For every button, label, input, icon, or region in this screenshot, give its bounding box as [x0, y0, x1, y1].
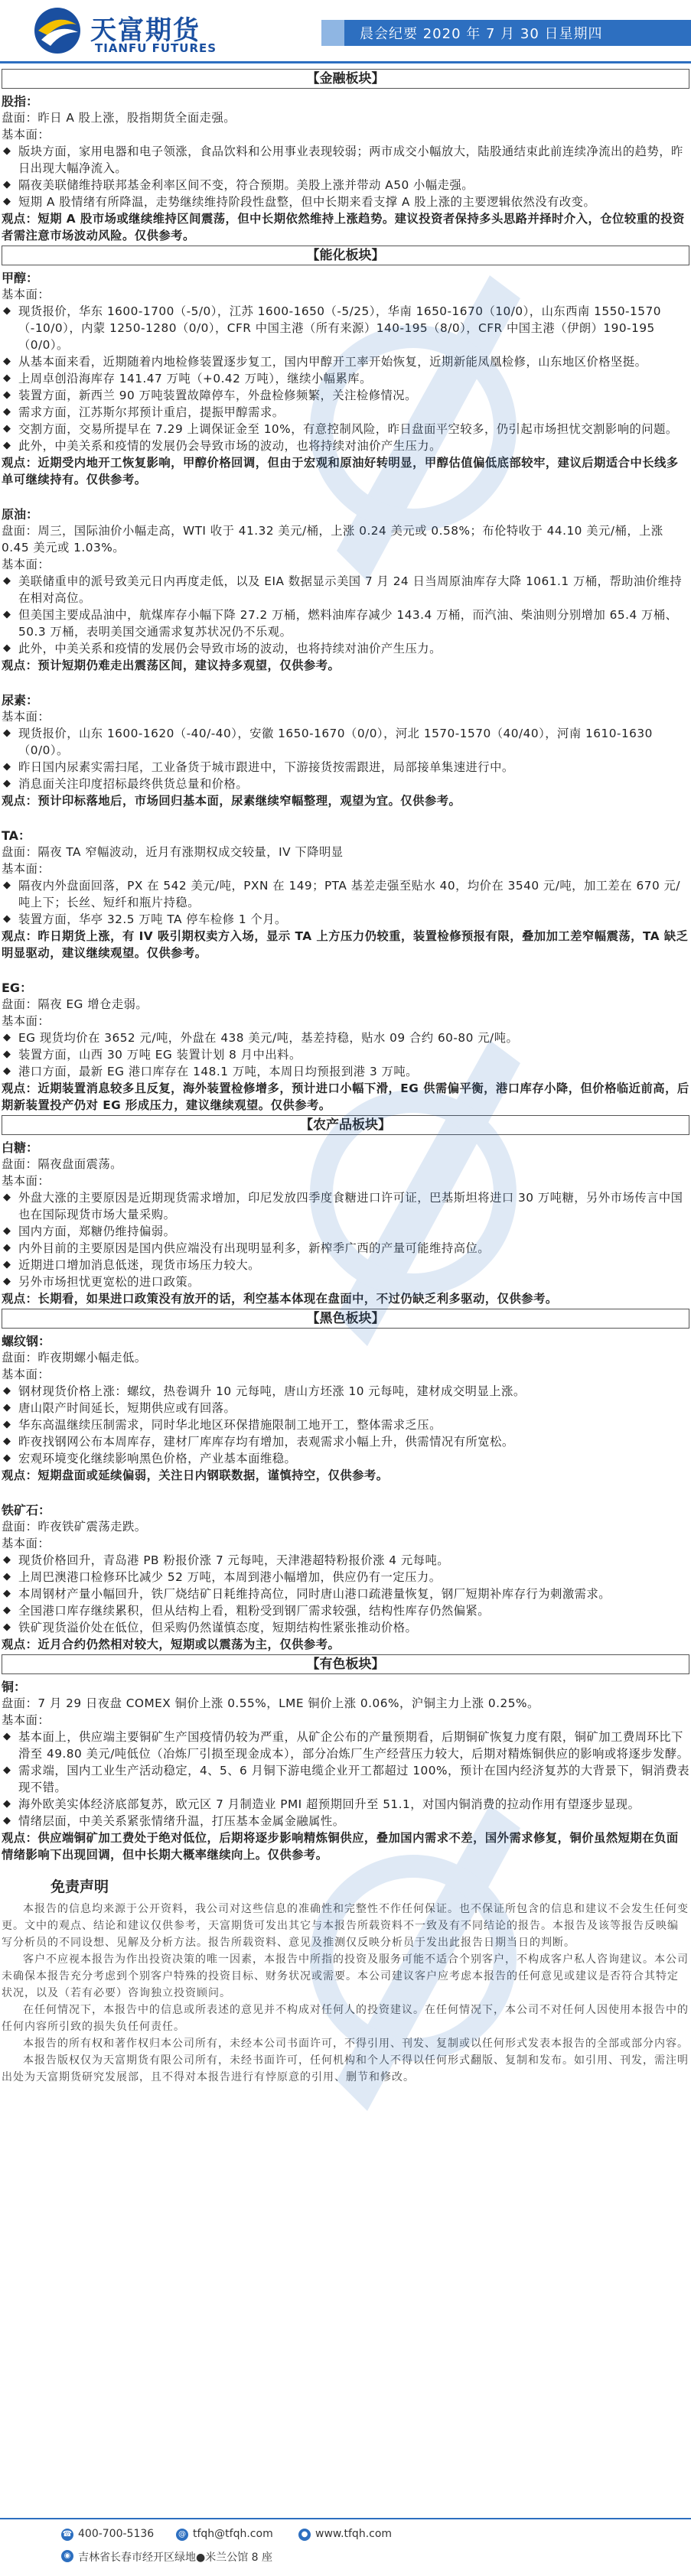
eg-market: 盘面：隔夜 EG 增仓走弱。 — [2, 997, 148, 1011]
list-item: ◆ 现货报价，华东 1600-1700（-5/0），江苏 1600-1650（-5/25），华南 1650-1670（10/0），山东西南 1550-1570（-10/0），内蒙 1250-1280（0/0），CFR 中国主港（所有来源）140-195（8/0），CFR 中国主港（伊朗）190-195（0/0）。 — [2, 303, 689, 353]
list-item: ◆ 装置方面，新西兰 90 万吨装置故障停车，外盘检修频繁，关注检修情况。 — [2, 387, 689, 404]
ore-view: 观点：近月合约仍然相对较大，短期或以震荡为主，仅供参考。 — [2, 1638, 341, 1651]
tianfu-logo-icon — [31, 6, 84, 55]
disclaimer-paragraph: 本报告版权仅为天富期货有限公司所有，未经书面许可，任何机构和个人不得以任何形式翻版、复制和发布。如引用、刊发，需注明出处为天富期货研究发展部，且不得对本报告进行有悖原意的引用、删节和修改。 — [2, 2054, 689, 2083]
ta-heading: TA： — [2, 828, 31, 843]
eg-view: 观点：近期装置消息较多且反复，海外装置检修增多，预计进口小幅下滑，EG 供需偏平衡，港口库存小降，但价格临近前高，后期新装置投产仍对 EG 形成压力，建议继续观望。仅供参考。 — [2, 1081, 689, 1112]
footer-address: 吉林省长春市经开区绿地●米兰公馆 8 座 — [78, 2552, 273, 2564]
list-item: ◆ 华东高温继续压制需求，同时华北地区环保措施限制工地开工，整体需求乏压。 — [2, 1416, 689, 1433]
crude-fundamentals-label: 基本面： — [2, 558, 51, 571]
report-title: 晨会纪要 2020 年 7 月 30 日星期四 — [360, 26, 603, 42]
list-item: ◆ 装置方面，山西 30 万吨 EG 装置计划 8 月中出料。 — [2, 1046, 689, 1063]
footer-website[interactable]: www.tfqh.com — [315, 2528, 393, 2540]
crude-view: 观点：预计短期仍难走出震荡区间，建议持多观望，仅供参考。 — [2, 659, 341, 672]
crude-market: 盘面：周三，国际油价小幅走高，WTI 收于 41.32 美元/桶，上涨 0.24 美元或 0.58%；布伦特收于 44.10 美元/桶，上涨 0.45 美元或 1.03%。 — [2, 524, 663, 555]
methanol-view: 观点：近期受内地开工恢复影响，甲醇价格回调，但由于宏观和原油好转明显，甲醇估值偏低底部较牢，建议后期适合中长线多单可继续持有。仅供参考。 — [2, 456, 679, 486]
index-view: 观点：短期 A 股市场或继续维持区间震荡，但中长期依然维持上涨趋势。建议投资者保持多头思路并择时介入，仓位较重的投资者需注意市场波动风险。仅供参考。 — [2, 212, 685, 242]
urea-heading: 尿素： — [2, 693, 39, 707]
list-item: ◆ 交割方面，交易所提早在 7.29 上调保证金至 10%，有意控制风险，昨日盘面平空较多，仍引起市场担忧交割影响的问题。 — [2, 421, 689, 437]
list-item: ◆ 需求方面，江苏斯尔邦预计重启，提振甲醇需求。 — [2, 404, 689, 421]
section-black-title: 【黑色板块】 — [2, 1309, 689, 1329]
copper-view: 观点：供应端铜矿加工费处于绝对低位，后期将逐步影响精炼铜供应，叠加国内需求不差，国外需求修复，铜价虽然短期在负面情绪影响下出现回调，但中长期大概率继续向上。仅供参考。 — [2, 1831, 679, 1862]
list-item: ◆ 美联储重申的派号致美元日内再度走低，以及 EIA 数据显示美国 7 月 24 日当周原油库存大降 1061.1 万桶，帮助油价维持在相对高位。 — [2, 573, 689, 607]
list-item: ◆ 钢材现货价格上涨：螺纹，热卷调升 10 元每吨，唐山方坯涨 10 元每吨，建材成交明显上涨。 — [2, 1383, 689, 1400]
rebar-market: 盘面：昨夜期螺小幅走低。 — [2, 1351, 147, 1364]
list-item: ◆ 消息面关注印度招标最终供货总量和价格。 — [2, 776, 689, 792]
footer-email[interactable]: tfqh@tfqh.com — [193, 2528, 273, 2540]
list-item: ◆ 但美国主要成品油中，航煤库存小幅下降 27.2 万桶，燃料油库存减少 143.4 万桶，而汽油、柴油则分别增加 65.4 万桶、50.3 万桶，表明美国交通需求复苏状况仍不乐观。 — [2, 607, 689, 640]
disclaimer-paragraph: 本报告的信息均来源于公开资料，我公司对这些信息的准确性和完整性不作任何保证。也不保证所包含的信息和建议不会发生任何变更。文中的观点、结论和建议仅供参考，天富期货可发出其它与本报告所载资料不一致及有不同结论的报告。本报告及该等报告反映编写分析员的不同设想、见解及分析方法。报告所载资料、意见及推测仅反映分析员于发出此报告日期当日的判断。 — [2, 1903, 689, 1949]
disclaimer-paragraph: 本报告的所有权和著作权归本公司所有，未经本公司书面许可，不得引用、刊发、复制或以任何形式发表本报告的全部或部分内容。 — [23, 2038, 689, 2050]
ta-market: 盘面：隔夜 TA 窄幅波动，近月有涨期权成交较量，IV 下降明显 — [2, 845, 344, 859]
methanol-fundamentals-label: 基本面： — [2, 288, 51, 301]
list-item: ◆ 版块方面，家用电器和电子领涨，食品饮料和公用事业表现较弱；两市成交小幅放大，陆股通结束此前连续净流出的趋势，昨日出现大幅净流入。 — [2, 143, 689, 177]
footer-phone: 400-700-5136 — [78, 2528, 155, 2540]
brand-name-en: TIANFU FUTURES — [95, 41, 217, 55]
ore-heading: 铁矿石： — [2, 1503, 51, 1517]
ta-view: 观点：昨日期货上涨，有 IV 吸引期权卖方入场，显示 TA 上方压力仍较重，装置检修预报有限，叠加加工差窄幅震荡，TA 缺乏明显驱动，建议继续观望。仅供参考。 — [2, 929, 689, 960]
list-item: ◆ 近期进口增加消息低迷，现货市场压力较大。 — [2, 1257, 689, 1273]
copper-heading: 铜： — [2, 1680, 27, 1694]
section-energy-title: 【能化板块】 — [2, 246, 689, 265]
phone-icon: ☎ — [61, 2529, 73, 2541]
crude-heading: 原油： — [2, 507, 39, 522]
header-rule — [0, 61, 691, 63]
list-item: ◆ 基本面上，供应端主要铜矿生产国疫情仍较为严重，从矿企公布的产量预期看，后期铜矿恢复力度有限，铜矿加工费周环比下滑至 49.80 美元/吨低位（冶炼厂引损至现金成本），部分冶炼厂生产经营压力较大，后期对精炼铜供应的影响或将逐步发酵。 — [2, 1729, 689, 1762]
section-agri-title: 【农产品板块】 — [2, 1115, 689, 1135]
list-item: ◆ 从基本面来看，近期随着内地检修装置逐步复工，国内甲醇开工率开始恢复，近期新能凤凰检修，山东地区价格坚挺。 — [2, 353, 689, 370]
list-item: ◆ 隔夜美联储维持联邦基金利率区间不变，符合预期。美股上涨并带动 A50 小幅走强。 — [2, 177, 689, 194]
globe-icon: ● — [298, 2529, 311, 2541]
list-item: ◆ 宏观环境变化继续影响黑色价格，产业基本面维稳。 — [2, 1450, 689, 1467]
content — [0, 67, 691, 2086]
disclaimer-title: 免责声明 — [51, 1878, 109, 1895]
list-item: ◆ 此外，中美关系和疫情的发展仍会导致市场的波动，也将持续对油价产生压力。 — [2, 437, 689, 454]
sugar-market: 盘面：隔夜盘面震荡。 — [2, 1157, 122, 1171]
header — [0, 0, 691, 66]
copper-fundamentals-label: 基本面： — [2, 1713, 51, 1727]
list-item: ◆ 现货价格回升，青岛港 PB 粉报价涨 7 元每吨，天津港超特粉报价涨 4 元每吨。 — [2, 1552, 689, 1569]
sugar-fundamentals-label: 基本面： — [2, 1174, 51, 1188]
list-item: ◆ 外盘大涨的主要原因是近期现货需求增加，印尼发放四季度食糖进口许可证，巴基斯坦将进口 30 万吨糖，另外市场传言中国也在国际现货市场大量采购。 — [2, 1189, 689, 1223]
location-icon: ◉ — [61, 2550, 73, 2562]
ta-fundamentals-label: 基本面： — [2, 862, 51, 876]
list-item: ◆ 全国港口库存继续累积，但从结构上看，粗粉受到钢厂需求较强，结构性库存仍然偏紧。 — [2, 1602, 689, 1619]
copper-market: 盘面：7 月 29 日夜盘 COMEX 铜价上涨 0.55%，LME 铜价上涨 0.06%，沪铜主力上涨 0.25%。 — [2, 1696, 539, 1710]
list-item: ◆ 海外欧美实体经济底部复苏，欧元区 7 月制造业 PMI 超预期回升至 51.1，对国内铜消费的拉动作用有望逐步显现。 — [2, 1796, 689, 1813]
list-item: ◆ 情绪层面，中美关系紧张情绪升温，打压基本金属金融属性。 — [2, 1813, 689, 1830]
disclaimer-paragraph: 客户不应视本报告为作出投资决策的唯一因素，本报告中所指的投资及服务可能不适合个别客户，不构成客户私人咨询建议。本公司未确保本报告充分考虑到个别客户特殊的投资目标、财务状况或需要。本公司建议客户应考虑本报告的任何意见或建议是否符合其特定状况，以及（若有必要）咨询独立投资顾问。 — [2, 1953, 689, 1999]
title-bar-accent — [321, 20, 344, 46]
urea-view: 观点：预计印标落地后，市场回归基本面，尿素继续窄幅整理，观望为宜。仅供参考。 — [2, 794, 461, 808]
list-item: ◆ 此外，中美关系和疫情的发展仍会导致市场的波动，也将持续对油价产生压力。 — [2, 640, 689, 657]
list-item: ◆ 另外市场担忧更宽松的进口政策。 — [2, 1273, 689, 1290]
list-item: ◆ 上周巴澳港口检修环比减少 52 万吨，本周到港小幅增加，供应仍有一定压力。 — [2, 1569, 689, 1586]
sugar-view: 观点：长期看，如果进口政策没有放开的话，利空基本体现在盘面中，不过仍缺乏利多驱动，仅供参考。 — [2, 1292, 558, 1306]
list-item: ◆ 隔夜内外盘面回落，PX 在 542 美元/吨，PXN 在 149；PTA 基差走强至贴水 40，均价在 3540 元/吨，加工差在 670 元/吨上下；长丝、短纤和瓶片持稳。 — [2, 877, 689, 911]
section-nonferrous-title: 【有色板块】 — [2, 1654, 689, 1674]
disclaimer-paragraph: 在任何情况下，本报告中的信息或所表述的意见并不构成对任何人的投资建议。在任何情况下，本公司不对任何人因使用本报告中的任何内容所引致的损失负任何责任。 — [2, 2004, 689, 2033]
list-item: ◆ 上周卓创沿海库存 141.47 万吨（+0.42 万吨），继续小幅累库。 — [2, 370, 689, 387]
list-item: ◆ 装置方面，华亭 32.5 万吨 TA 停车检修 1 个月。 — [2, 911, 689, 928]
fundamentals-label: 基本面： — [2, 710, 51, 724]
eg-heading: EG： — [2, 981, 33, 995]
section-finance-title: 【金融板块】 — [2, 69, 689, 89]
ore-market: 盘面：昨夜铁矿震荡走跌。 — [2, 1520, 147, 1534]
list-item: ◆ 需求端，国内工业生产活动稳定，4、5、6 月铜下游电缆企业开工都超过 100%，预计在国内经济复苏的大背景下，铜消费表现不错。 — [2, 1762, 689, 1796]
list-item: ◆ 短期 A 股情绪有所降温，走势继续维持阶段性盘整，但中长期来看支撑 A 股上涨的主要逻辑依然没有改变。 — [2, 194, 689, 210]
rebar-fundamentals-label: 基本面： — [2, 1368, 51, 1381]
rebar-heading: 螺纹钢： — [2, 1334, 51, 1348]
footer-rule — [0, 2518, 691, 2519]
footer — [0, 2518, 691, 2576]
list-item: ◆ 国内方面，郑糖仍维持偏弱。 — [2, 1223, 689, 1240]
eg-fundamentals-label: 基本面： — [2, 1014, 51, 1028]
list-item: ◆ 昨夜找钢网公布本周库存，建材厂库库存均有增加，表观需求小幅上升，供需情况有所宽松。 — [2, 1433, 689, 1450]
methanol-heading: 甲醇： — [2, 271, 39, 285]
list-item: ◆ 唐山限产时间延长，短期供应或有回落。 — [2, 1400, 689, 1416]
rebar-view: 观点：短期盘面或延续偏弱，关注日内钢联数据，谨慎持空，仅供参考。 — [2, 1469, 389, 1482]
disclaimer — [2, 1875, 689, 2086]
list-item: ◆ 现货报价，山东 1600-1620（-40/-40），安徽 1650-1670（0/0），河北 1570-1570（40/40），河南 1610-1630（0/0）。 — [2, 725, 689, 759]
index-fundamentals-label: 基本面： — [2, 128, 51, 141]
list-item: ◆ 港口方面，最新 EG 港口库存在 148.1 万吨，本周日均预报到港 3 万吨。 — [2, 1063, 689, 1080]
list-item: ◆ EG 现货均价在 3652 元/吨，外盘在 438 美元/吨，基差持稳，贴水 09 合约 60-80 元/吨。 — [2, 1029, 689, 1046]
list-item: ◆ 昨日国内尿素实需扫尾，工业备货于城市跟进中，下游接货按需跟进，局部接单集速进行中。 — [2, 759, 689, 776]
list-item: ◆ 内外目前的主要原因是国内供应端没有出现明显利多，新榨季广西的产量可能维持高位。 — [2, 1240, 689, 1257]
sugar-heading: 白糖： — [2, 1140, 39, 1155]
email-icon: @ — [176, 2529, 188, 2541]
index-heading: 股指： — [2, 94, 39, 109]
index-market: 盘面：昨日 A 股上涨，股指期货全面走强。 — [2, 111, 236, 125]
list-item: ◆ 本周钢材产量小幅回升，铁厂烧结矿日耗维持高位，同时唐山港口疏港量恢复，钢厂短期补库存行为刺激需求。 — [2, 1586, 689, 1602]
brand-name: 天富期货 — [90, 15, 200, 46]
ore-fundamentals-label: 基本面： — [2, 1537, 51, 1550]
list-item: ◆ 铁矿现货溢价处在低位，但采购仍然谨慎态度，短期结构性紧张推动价格。 — [2, 1619, 689, 1636]
